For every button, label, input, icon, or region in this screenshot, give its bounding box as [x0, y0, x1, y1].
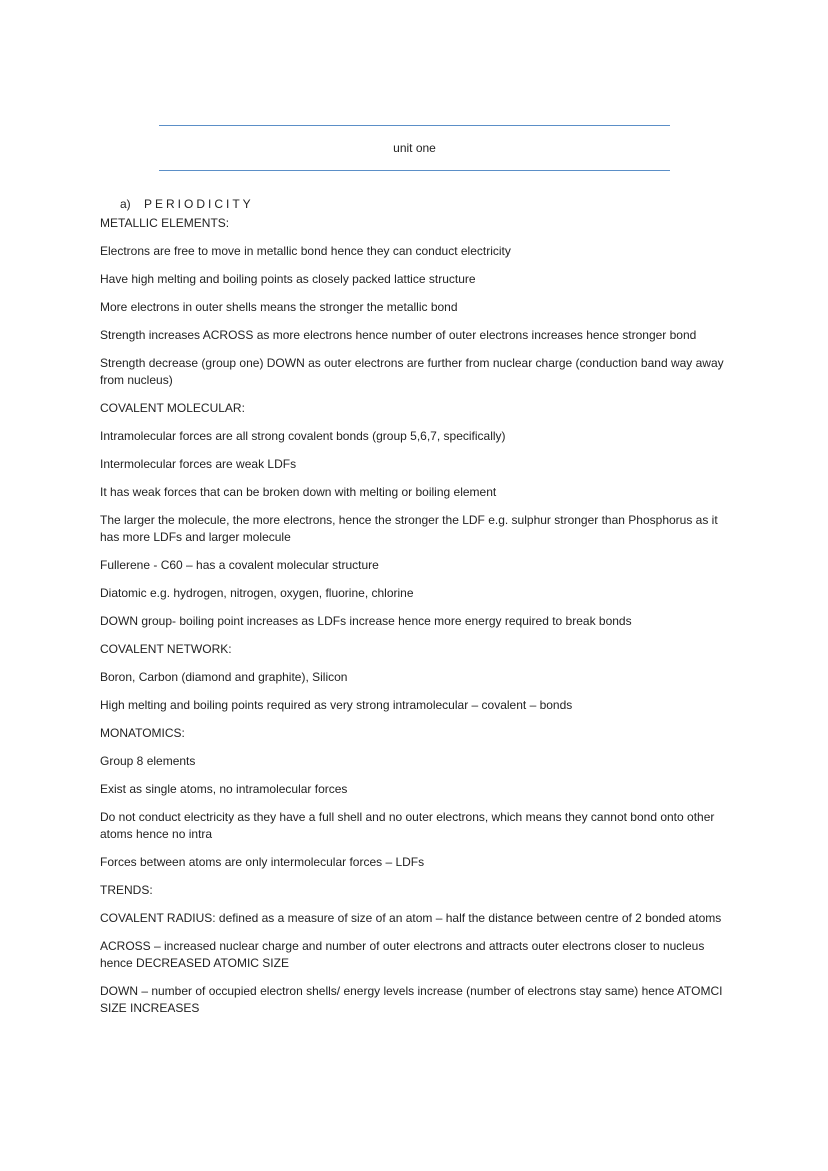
paragraph: Strength increases ACROSS as more electrons hence number of outer electrons increases hence stronger bond [100, 328, 697, 342]
subheading: COVALENT NETWORK: [100, 642, 232, 656]
paragraph: ACROSS – increased nuclear charge and number of outer electrons and attracts outer electrons closer to nucleus hence DECREASED ATOMIC SIZE [100, 939, 705, 970]
body-text [100, 215, 740, 1028]
paragraph: Fullerene - C60 – has a covalent molecular structure [100, 558, 379, 572]
section-title: PERIODICITY [144, 197, 254, 211]
paragraph: Forces between atoms are only intermolecular forces – LDFs [100, 855, 425, 869]
paragraph: Diatomic e.g. hydrogen, nitrogen, oxygen, fluorine, chlorine [100, 586, 414, 600]
paragraph: It has weak forces that can be broken down with melting or boiling element [100, 485, 497, 499]
paragraph: Electrons are free to move in metallic bond hence they can conduct electricity [100, 244, 511, 258]
paragraph: More electrons in outer shells means the stronger the metallic bond [100, 300, 458, 314]
paragraph: High melting and boiling points required as very strong intramolecular – covalent – bonds [100, 698, 573, 712]
paragraph: Strength decrease (group one) DOWN as outer electrons are further from nuclear charge (conduction band way away from nucleus) [100, 356, 724, 387]
paragraph: The larger the molecule, the more electrons, hence the stronger the LDF e.g. sulphur stronger than Phosphorus as it has more LDFs and larger molecule [100, 513, 718, 544]
paragraph: Boron, Carbon (diamond and graphite), Silicon [100, 670, 348, 684]
paragraph: Do not conduct electricity as they have a full shell and no outer electrons, which means they cannot bond onto other atoms hence no intra [100, 810, 715, 841]
section-marker: a) [120, 197, 131, 211]
subheading: COVALENT MOLECULAR: [100, 401, 245, 415]
header-rule-bottom [159, 170, 670, 171]
section-heading [120, 197, 254, 211]
header-title: unit one [393, 141, 436, 155]
subheading: TRENDS: [100, 883, 153, 897]
paragraph: Intermolecular forces are weak LDFs [100, 457, 297, 471]
paragraph: Intramolecular forces are all strong covalent bonds (group 5,6,7, specifically) [100, 429, 506, 443]
paragraph: DOWN group- boiling point increases as LDFs increase hence more energy required to break bonds [100, 614, 632, 628]
subheading: MONATOMICS: [100, 726, 185, 740]
paragraph: Exist as single atoms, no intramolecular forces [100, 782, 348, 796]
paragraph: COVALENT RADIUS: defined as a measure of size of an atom – half the distance between centre of 2 bonded atoms [100, 911, 722, 925]
header-rule-top [159, 125, 670, 126]
paragraph: DOWN – number of occupied electron shells/ energy levels increase (number of electrons stay same) hence ATOMCI SIZE INCREASES [100, 984, 723, 1015]
paragraph: Group 8 elements [100, 754, 196, 768]
paragraph: Have high melting and boiling points as closely packed lattice structure [100, 272, 476, 286]
subheading: METALLIC ELEMENTS: [100, 216, 230, 230]
